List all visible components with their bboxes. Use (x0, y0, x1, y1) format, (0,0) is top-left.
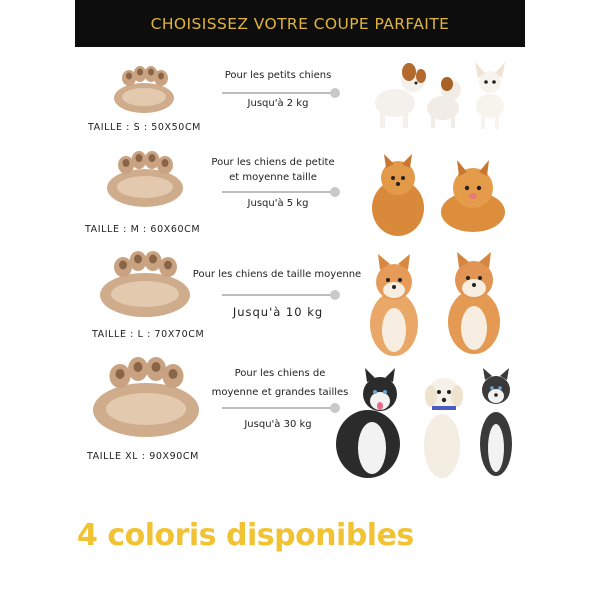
dog-photo-large-dogs (330, 368, 522, 486)
paw-bed-icon-s (113, 65, 175, 115)
size-label-l: TAILLE : L : 70X70CM (92, 329, 205, 340)
weight-l: Jusqu'à 10 kg (232, 305, 324, 319)
size-label-s: TAILLE : S : 50X50CM (88, 122, 201, 133)
slider-m (222, 187, 340, 197)
dog-photo-small-puppies (365, 58, 515, 133)
slider-xl (222, 403, 340, 413)
slider-s (222, 88, 340, 98)
size-desc-line: Pour les petits chiens (224, 70, 332, 81)
size-desc-l (188, 267, 366, 282)
dog-photo-shibas (362, 252, 512, 364)
paw-bed-icon-xl (92, 356, 200, 438)
colors-available-text: 4 coloris disponibles (77, 518, 414, 553)
size-desc-m (198, 155, 348, 185)
paw-bed-icon-m (106, 150, 184, 208)
header-banner (75, 0, 525, 47)
size-desc-line: Pour les chiens de petite (211, 157, 335, 168)
size-desc-line: et moyenne taille (229, 172, 317, 183)
dog-photo-pomeranians (368, 150, 518, 242)
paw-bed-icon-l (99, 250, 191, 318)
weight-m: Jusqu'à 5 kg (247, 198, 309, 209)
size-desc-line: Pour les chiens de (234, 368, 326, 379)
size-label-m: TAILLE : M : 60X60CM (85, 224, 201, 235)
size-label-xl: TAILLE XL : 90X90CM (87, 451, 199, 462)
header-title: CHOISISSEZ VOTRE COUPE PARFAITE (150, 14, 450, 33)
weight-s: Jusqu'à 2 kg (247, 98, 309, 109)
size-desc-line: Pour les chiens de taille moyenne (192, 269, 362, 280)
size-desc-s (203, 68, 353, 83)
slider-l (222, 290, 340, 300)
size-desc-line: moyenne et grandes tailles (211, 387, 349, 398)
weight-xl: Jusqu'à 30 kg (244, 419, 312, 430)
